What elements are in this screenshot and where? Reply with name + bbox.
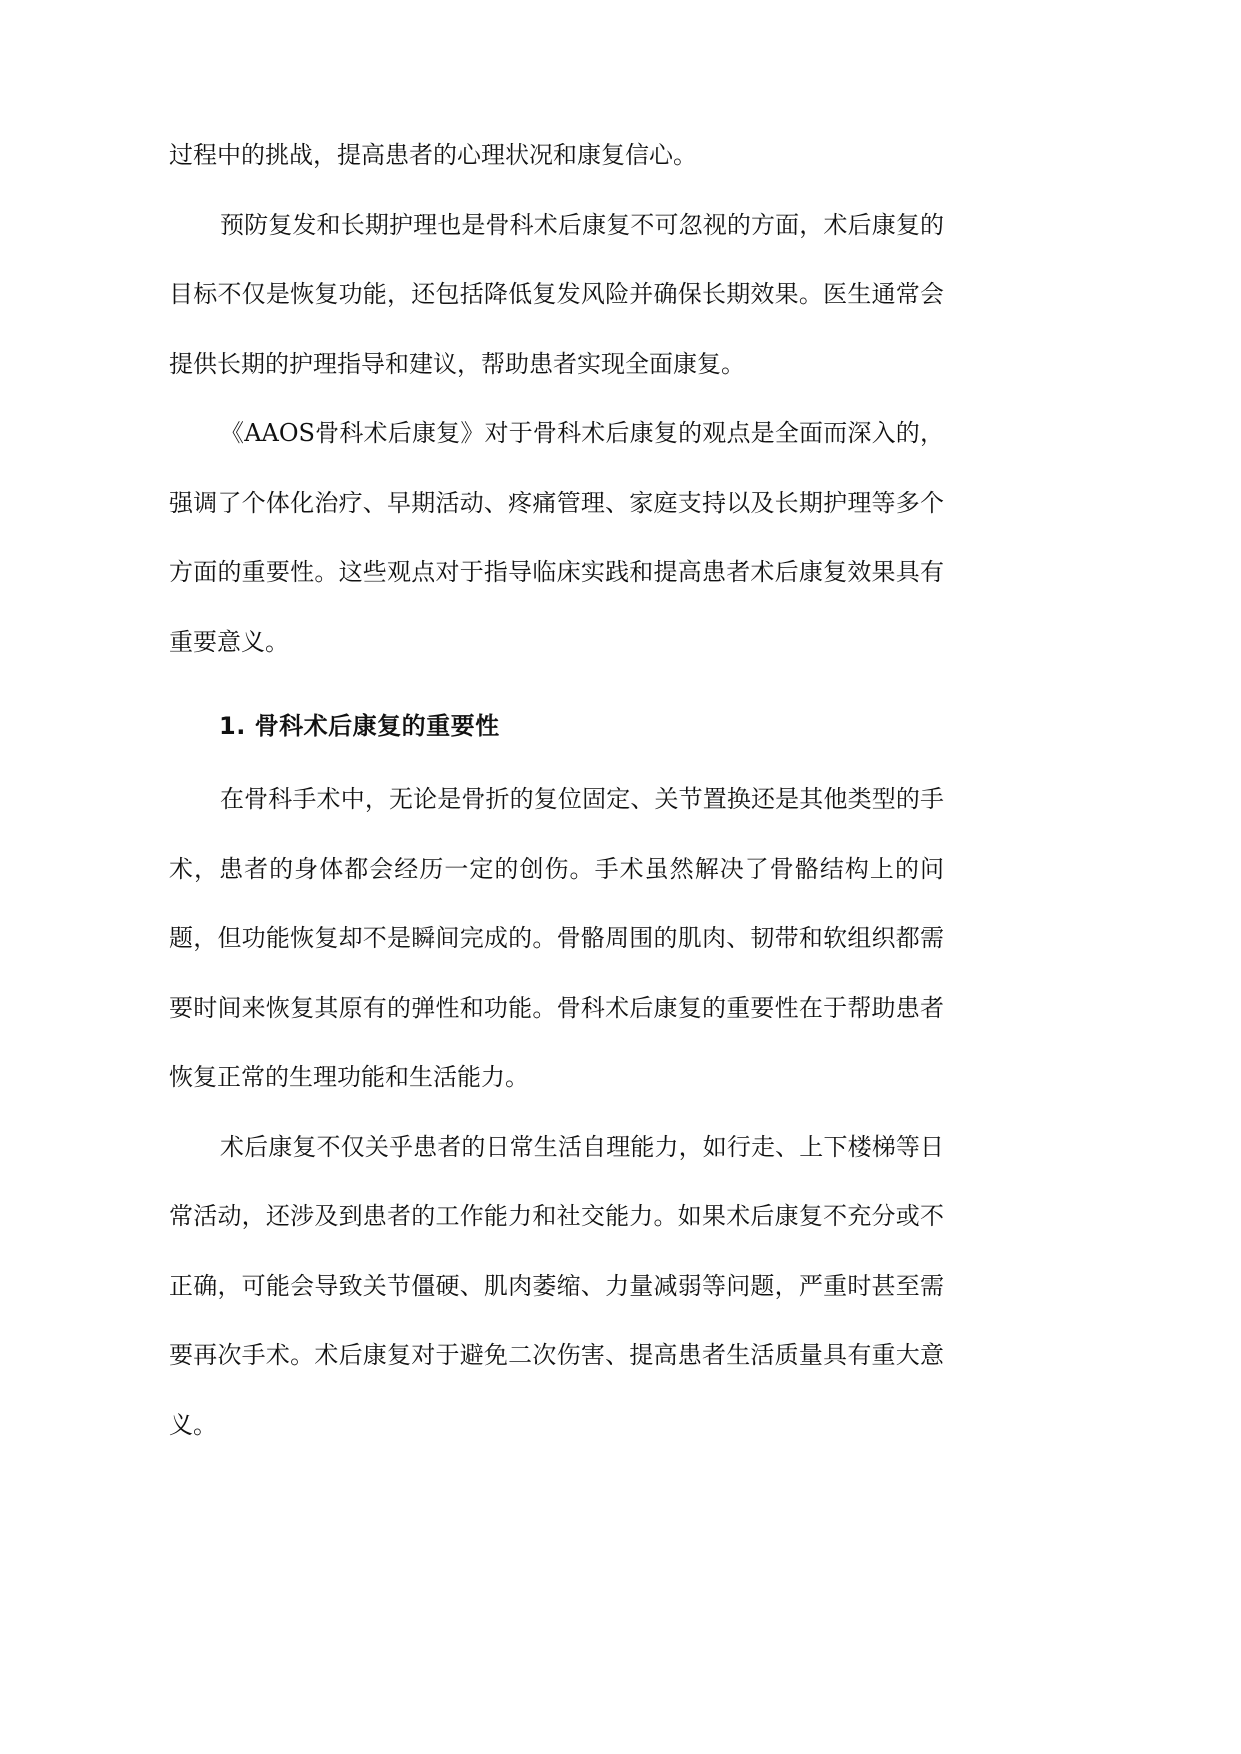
paragraph-aaos-summary: 《AAOS骨科术后康复》对于骨科术后康复的观点是全面而深入的，强调了个体化治疗、早期活动、疼痛管理、家庭支持以及长期护理等多个方面的重要性。这些观点对于指导临床实践和提高患者术后康复效果具有重要意义。 [169,419,944,656]
paragraph-prevention: 预防复发和长期护理也是骨科术后康复不可忽视的方面，术后康复的目标不仅是恢复功能，还包括降低复发风险并确保长期效果。医生通常会提供长期的护理指导和建议，帮助患者实现全面康复。 [169,210,944,378]
paragraph-continuation: 过程中的挑战，提高患者的心理状况和康复信心。 [169,141,697,169]
paragraph-surgery-trauma: 在骨科手术中，无论是骨折的复位固定、关节置换还是其他类型的手术，患者的身体都会经历一定的创伤。手术虽然解决了骨骼结构上的问题，但功能恢复却不是瞬间完成的。骨骼周围的肌肉、韧带和软组织都需要时间来恢复其原有的弹性和功能。骨科术后康复的重要性在于帮助患者恢复正常的生理功能和生活能力。 [169,785,944,1091]
paragraph-daily-life: 术后康复不仅关乎患者的日常生活自理能力，如行走、上下楼梯等日常活动，还涉及到患者的工作能力和社交能力。如果术后康复不充分或不正确，可能会导致关节僵硬、肌肉萎缩、力量减弱等问题，严重时甚至需要再次手术。术后康复对于避免二次伤害、提高患者生活质量具有重大意义。 [169,1132,944,1439]
section-heading: 1. 骨科术后康复的重要性 [219,712,500,740]
